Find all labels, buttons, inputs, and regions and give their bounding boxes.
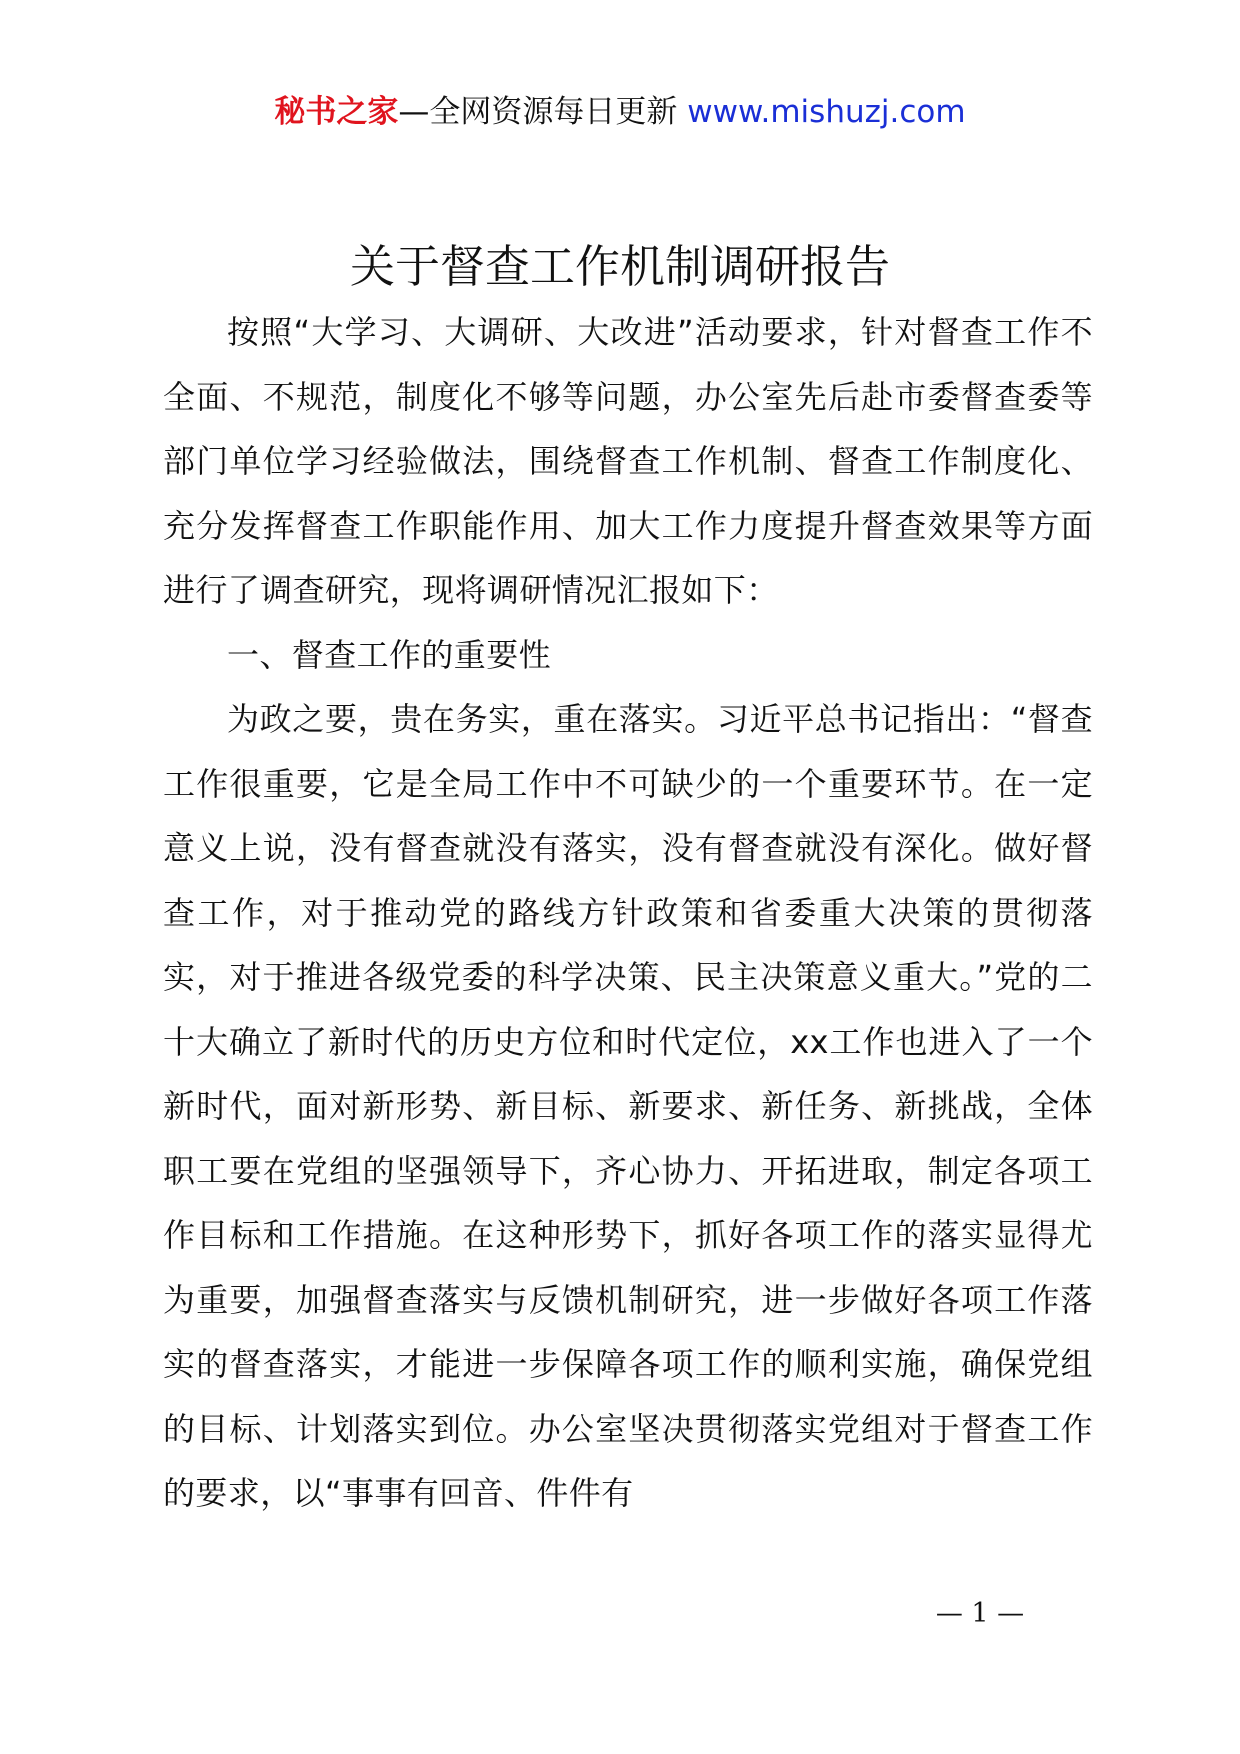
banner-url[interactable]: www.mishuzj.com — [687, 94, 966, 130]
document-body — [163, 300, 1093, 1526]
banner-brand: 秘书之家 — [274, 94, 399, 130]
site-banner — [0, 92, 1240, 132]
paragraph-intro: 按照“大学习、大调研、大改进”活动要求，针对督查工作不全面、不规范，制度化不够等问题，办公室先后赴市委督查委等部门单位学习经验做法，围绕督查工作机制、督查工作制度化、充分发挥督查工作职能作用、加大工作力度提升督查效果等方面进行了调查研究，现将调研情况汇报如下： — [163, 313, 1093, 609]
banner-slogan: —全网资源每日更新 — [398, 94, 688, 130]
paragraph-importance: 为政之要，贵在务实，重在落实。习近平总书记指出：“督查工作很重要，它是全局工作中不可缺少的一个重要环节。在一定意义上说，没有督查就没有落实，没有督查就没有深化。做好督查工作，对于推动党的路线方针政策和省委重大决策的贯彻落实，对于推进各级党委的科学决策、民主决策意义重大。”党的二十大确立了新时代的历史方位和时代定位，xx工作也进入了一个新时代，面对新形势、新目标、新要求、新任务、新挑战，全体职工要在党组的坚强领导下，齐心协力、开拓进取，制定各项工作目标和工作措施。在这种形势下，抓好各项工作的落实显得尤为重要，加强督查落实与反馈机制研究，进一步做好各项工作落实的督查落实，才能进一步保障各项工作的顺利实施，确保党组的目标、计划落实到位。办公室坚决贯彻落实党组对于督查工作的要求，以“事事有回音、件件有 — [163, 700, 1093, 1512]
document-title: 关于督查工作机制调研报告 — [349, 240, 890, 293]
section-heading-1: 一、督查工作的重要性 — [227, 635, 552, 674]
page-number: — 1 — — [935, 1598, 1025, 1629]
